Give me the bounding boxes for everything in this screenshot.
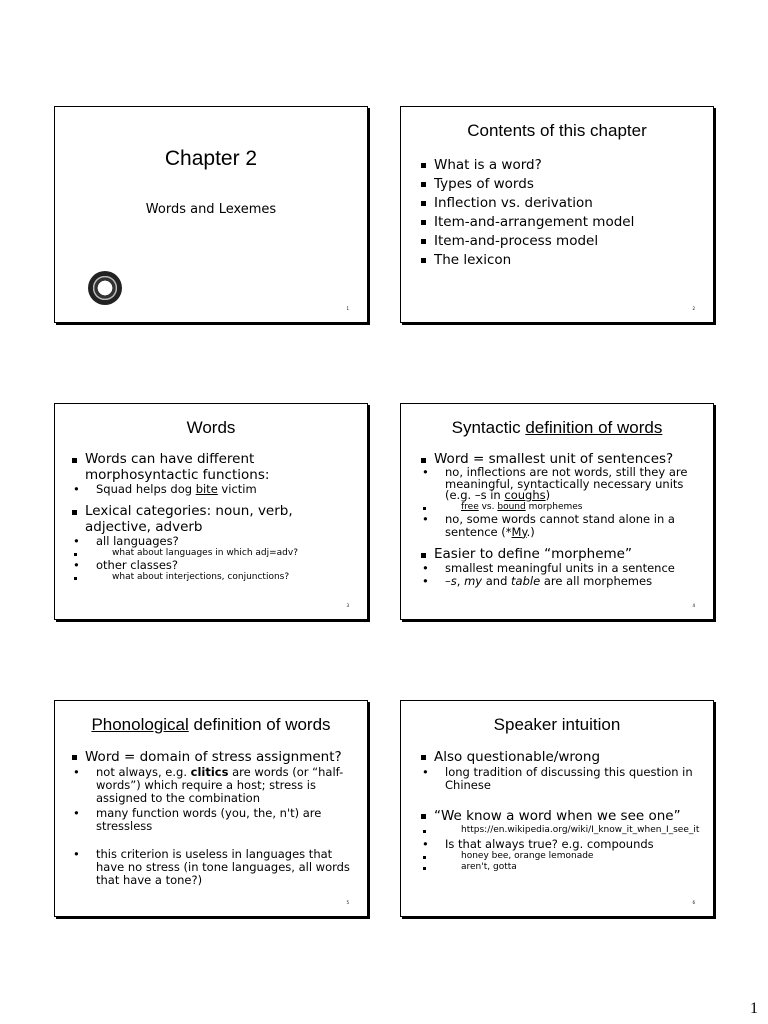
- slide-subtitle: Words and Lexemes: [145, 202, 277, 217]
- list-item: Types of words: [419, 175, 699, 194]
- list-item: • long tradition of discussing this question in Chinese: [419, 766, 701, 792]
- list-item: Also questionable/wrong: [419, 748, 701, 766]
- slide-number: 3: [346, 603, 349, 608]
- list-item: • other classes?: [70, 559, 350, 572]
- slide-1: [54, 106, 368, 323]
- list-item: • –s, my and table are all morphemes: [419, 575, 701, 588]
- list-item: The lexicon: [419, 251, 699, 270]
- bullet-list: [419, 451, 701, 588]
- list-item: • all languages?: [70, 535, 350, 548]
- list-item: https://en.wikipedia.org/wiki/I_know_it_when_I_see_it: [419, 825, 701, 836]
- list-item: • no, inflections are not words, still they are meaningful, syntactically necessary units (e.g. –s in coughs): [419, 467, 701, 502]
- list-item: • Is that always true? e.g. compounds: [419, 838, 701, 851]
- list-item: what about languages in which adj=adv?: [70, 548, 350, 559]
- list-item: Word = smallest unit of sentences?: [419, 451, 701, 467]
- list-item: Item-and-arrangement model: [419, 213, 699, 232]
- bullet-list: [70, 451, 350, 583]
- slide-3: [54, 403, 368, 620]
- university-seal-icon: [88, 271, 122, 305]
- list-item: Lexical categories: noun, verb, adjective, adverb: [70, 503, 350, 535]
- page-number: 1: [750, 1000, 758, 1017]
- slide-title: Contents of this chapter: [467, 121, 647, 140]
- list-item: • not always, e.g. clitics are words (or “half-words”) which require a host; stress is assigned to the combination: [70, 766, 354, 805]
- slide-number: 2: [692, 306, 695, 311]
- list-item: What is a word?: [419, 156, 699, 175]
- list-item: free vs. bound morphemes: [419, 502, 701, 513]
- bullet-list: [419, 748, 701, 873]
- list-item: Item-and-process model: [419, 232, 699, 251]
- list-item: • this criterion is useless in languages that have no stress (in tone languages, all words that have a tone?): [70, 848, 354, 887]
- slide-title: Syntactic definition of words: [451, 418, 663, 437]
- slide-title: Speaker intuition: [493, 715, 621, 734]
- bullet-list: [70, 748, 354, 887]
- list-item: • no, some words cannot stand alone in a sentence (*My.): [419, 513, 701, 539]
- slide-title: Phonological definition of words: [91, 715, 331, 734]
- slide-4: [400, 403, 714, 620]
- slide-title: Words: [186, 418, 236, 437]
- list-item: • smallest meaningful units in a sentence: [419, 562, 701, 575]
- list-item: Word = domain of stress assignment?: [70, 748, 354, 766]
- list-item: aren't, gotta: [419, 862, 701, 873]
- slide-number: 5: [346, 900, 349, 905]
- slide-title: Chapter 2: [164, 147, 258, 170]
- list-item: Words can have different morphosyntactic functions:: [70, 451, 350, 483]
- list-item: “We know a word when we see one”: [419, 807, 701, 825]
- list-item: Easier to define “morpheme”: [419, 546, 701, 562]
- list-item: what about interjections, conjunctions?: [70, 572, 350, 583]
- list-item: • many function words (you, the, n't) are stressless: [70, 807, 354, 833]
- slide-6: [400, 700, 714, 917]
- slide-number: 4: [692, 603, 695, 608]
- slide-2: [400, 106, 714, 323]
- list-item: • Squad helps dog bite victim: [70, 483, 350, 496]
- list-item: Inflection vs. derivation: [419, 194, 699, 213]
- slide-number: 1: [346, 306, 349, 311]
- slide-number: 6: [692, 900, 695, 905]
- list-item: honey bee, orange lemonade: [419, 851, 701, 862]
- contents-list: [419, 156, 699, 270]
- slide-5: [54, 700, 368, 917]
